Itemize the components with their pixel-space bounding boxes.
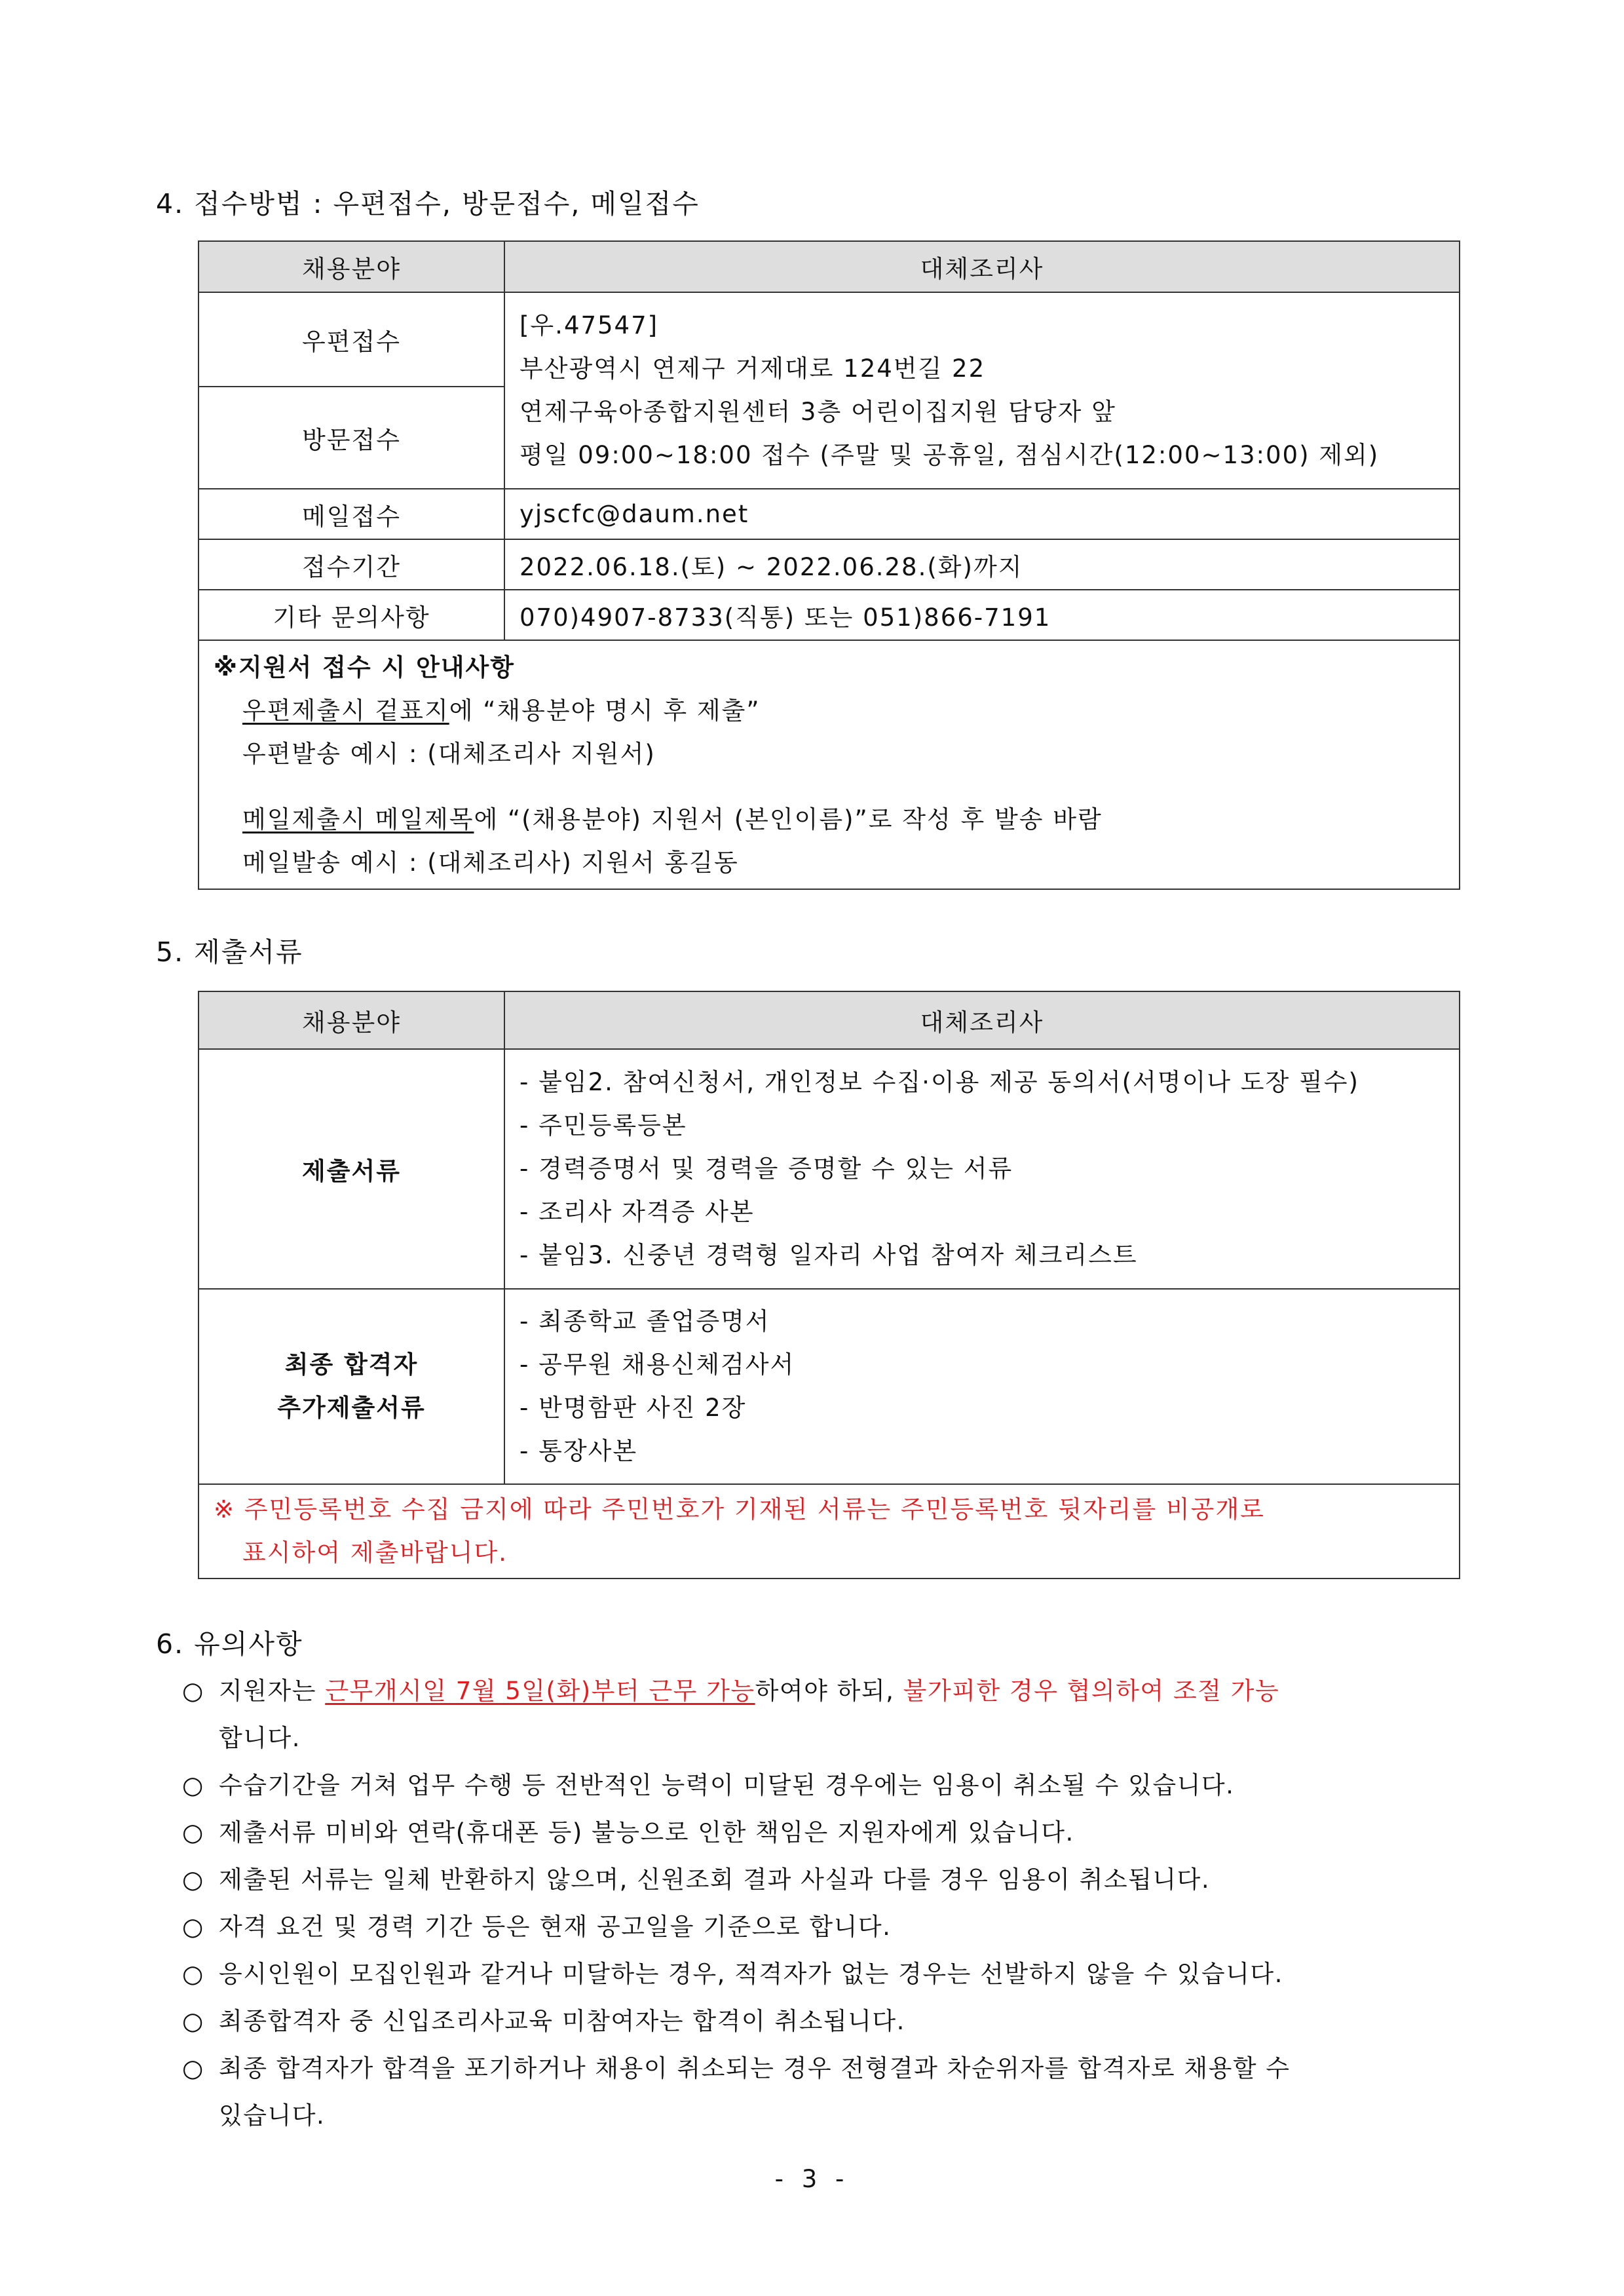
address-line: 평일 09:00~18:00 접수 (주말 및 공휴일, 점심시간(12:00~13:00) 제외): [519, 441, 1380, 469]
note-start-date: 근무개시일 7월 5일(화)부터 근무 가능: [325, 1677, 755, 1705]
notice-post-rest: 에 “채용분야 명시 후 제출”: [449, 697, 761, 725]
address-line: 부산광역시 연제구 거제대로 124번길 22: [519, 354, 986, 383]
warning-row: [198, 1484, 1460, 1578]
table-row: [198, 489, 1460, 539]
list-item: [182, 2045, 1460, 2139]
inquiry-value: 070)4907-8733(직통) 또는 051)866-7191: [504, 590, 1460, 640]
note-text: 최종 합격자가 합격을 포기하거나 채용이 취소되는 경우 전형결과 차순위자를 합격자로 채용할 수: [219, 2054, 1291, 2082]
final-label-line: 추가제출서류: [277, 1394, 426, 1422]
header-field-cell: 채용분야: [198, 241, 504, 292]
notice-mail-line: [214, 798, 1445, 841]
list-item: [182, 1809, 1460, 1856]
note-text: 합니다.: [219, 1724, 301, 1752]
note-text: 최종합격자 중 신입조리사교육 미참여자는 합격이 취소됩니다.: [219, 2007, 905, 2035]
table-header-row: [198, 991, 1460, 1049]
documents-table: [198, 991, 1460, 1579]
list-item: [182, 1904, 1460, 1951]
final-item: - 최종학교 졸업증명서: [519, 1307, 770, 1335]
docs-item: - 주민등록등본: [519, 1111, 687, 1139]
header-field-cell: 채용분야: [198, 991, 504, 1049]
address-cell: [504, 292, 1460, 489]
table-row: [198, 1289, 1460, 1484]
header-position-cell: 대체조리사: [504, 991, 1460, 1049]
notice-post-example: 우편발송 예시 : (대체조리사 지원서): [242, 740, 656, 768]
docs-list-cell: [504, 1049, 1460, 1289]
final-label-line: 최종 합격자: [284, 1350, 419, 1379]
docs-item: - 붙임3. 신중년 경력형 일자리 사업 참여자 체크리스트: [519, 1241, 1138, 1269]
notice-title: ※지원서 접수 시 안내사항: [214, 653, 516, 681]
list-item: [182, 1762, 1460, 1809]
final-item: - 반명함판 사진 2장: [519, 1394, 747, 1422]
circle-bullet-icon: ○: [182, 1677, 204, 1705]
section6-heading: 6. 유의사항: [156, 1628, 303, 1660]
table-row: [198, 292, 1460, 387]
final-docs-label: [198, 1289, 504, 1484]
notice-mail-rest: 에 “(채용분야) 지원서 (본인이름)”로 작성 후 발송 바람: [474, 805, 1103, 833]
docs-item: - 경력증명서 및 경력을 증명할 수 있는 서류: [519, 1155, 1013, 1183]
application-method-table: [198, 240, 1460, 890]
circle-bullet-icon: ○: [182, 1960, 204, 1988]
inquiry-label: 기타 문의사항: [198, 590, 504, 640]
circle-bullet-icon: ○: [182, 2054, 204, 2082]
post-label: 우편접수: [198, 292, 504, 387]
mail-value: yjscfc@daum.net: [504, 489, 1460, 539]
section5-heading: 5. 제출서류: [156, 936, 303, 968]
docs-item: - 조리사 자격증 사본: [519, 1198, 755, 1226]
circle-bullet-icon: ○: [182, 1913, 204, 1941]
note-text: 제출된 서류는 일체 반환하지 않으며, 신원조회 결과 사실과 다를 경우 임용이 취소됩니다.: [219, 1866, 1211, 1894]
notice-mail-underlined: 메일제출시 메일제목: [242, 805, 474, 833]
table-header-row: [198, 241, 1460, 292]
list-item: [182, 1951, 1460, 1998]
circle-bullet-icon: ○: [182, 1818, 204, 1846]
address-line: 연제구육아종합지원센터 3층 어린이집지원 담당자 앞: [519, 398, 1116, 426]
docs-item: - 붙임2. 참여신청서, 개인정보 수집·이용 제공 동의서(서명이나 도장 필수): [519, 1068, 1359, 1096]
note-text: 하여야 하되,: [755, 1677, 903, 1705]
notice-post-line: [214, 689, 1445, 733]
notes-list: [182, 1668, 1460, 2139]
final-docs-list-cell: [504, 1289, 1460, 1484]
note-text: 응시인원이 모집인원과 같거나 미달하는 경우, 적격자가 없는 경우는 선발하지 않을 수 있습니다.: [219, 1960, 1283, 1988]
mail-label: 메일접수: [198, 489, 504, 539]
note-text: 자격 요건 및 경력 기간 등은 현재 공고일을 기준으로 합니다.: [219, 1913, 892, 1941]
header-position-cell: 대체조리사: [504, 241, 1460, 292]
section4-heading: 4. 접수방법 : 우편접수, 방문접수, 메일접수: [156, 188, 700, 220]
page-number: - 3 -: [774, 2165, 850, 2193]
list-item: [182, 1668, 1460, 1762]
visit-label: 방문접수: [198, 387, 504, 489]
final-item: - 공무원 채용신체검사서: [519, 1350, 795, 1379]
docs-label: 제출서류: [198, 1049, 504, 1289]
period-value: 2022.06.18.(토) ~ 2022.06.28.(화)까지: [504, 539, 1460, 590]
warning-cell: [198, 1484, 1460, 1578]
spacer: [214, 776, 1445, 798]
note-text: 수습기간을 거쳐 업무 수행 등 전반적인 능력이 미달된 경우에는 임용이 취소될 수 있습니다.: [219, 1771, 1235, 1799]
warning-line: 표시하여 제출바랍니다.: [242, 1539, 508, 1567]
list-item: [182, 1998, 1460, 2045]
note-text: 있습니다.: [219, 2101, 326, 2130]
notice-post-underlined: 우편제출시 겉표지: [242, 697, 449, 725]
circle-bullet-icon: ○: [182, 2007, 204, 2035]
table-row: [198, 1049, 1460, 1289]
list-item: [182, 1856, 1460, 1904]
table-row: [198, 539, 1460, 590]
note-exception: 불가피한 경우 협의하여 조절 가능: [903, 1677, 1280, 1705]
warning-line: ※ 주민등록번호 수집 금지에 따라 주민번호가 기재된 서류는 주민등록번호 뒷자리를 비공개로: [214, 1495, 1265, 1523]
table-row: [198, 590, 1460, 640]
circle-bullet-icon: ○: [182, 1771, 204, 1799]
note-text: 지원자는: [219, 1677, 326, 1705]
note-text: 제출서류 미비와 연락(휴대폰 등) 불능으로 인한 책임은 지원자에게 있습니다.: [219, 1818, 1074, 1846]
final-item: - 통장사본: [519, 1437, 638, 1465]
notice-row: [198, 640, 1460, 889]
period-label: 접수기간: [198, 539, 504, 590]
notice-cell: [198, 640, 1460, 889]
notice-mail-example: 메일발송 예시 : (대체조리사) 지원서 홍길동: [242, 849, 739, 877]
address-line: [우.47547]: [519, 311, 659, 339]
circle-bullet-icon: ○: [182, 1866, 204, 1894]
